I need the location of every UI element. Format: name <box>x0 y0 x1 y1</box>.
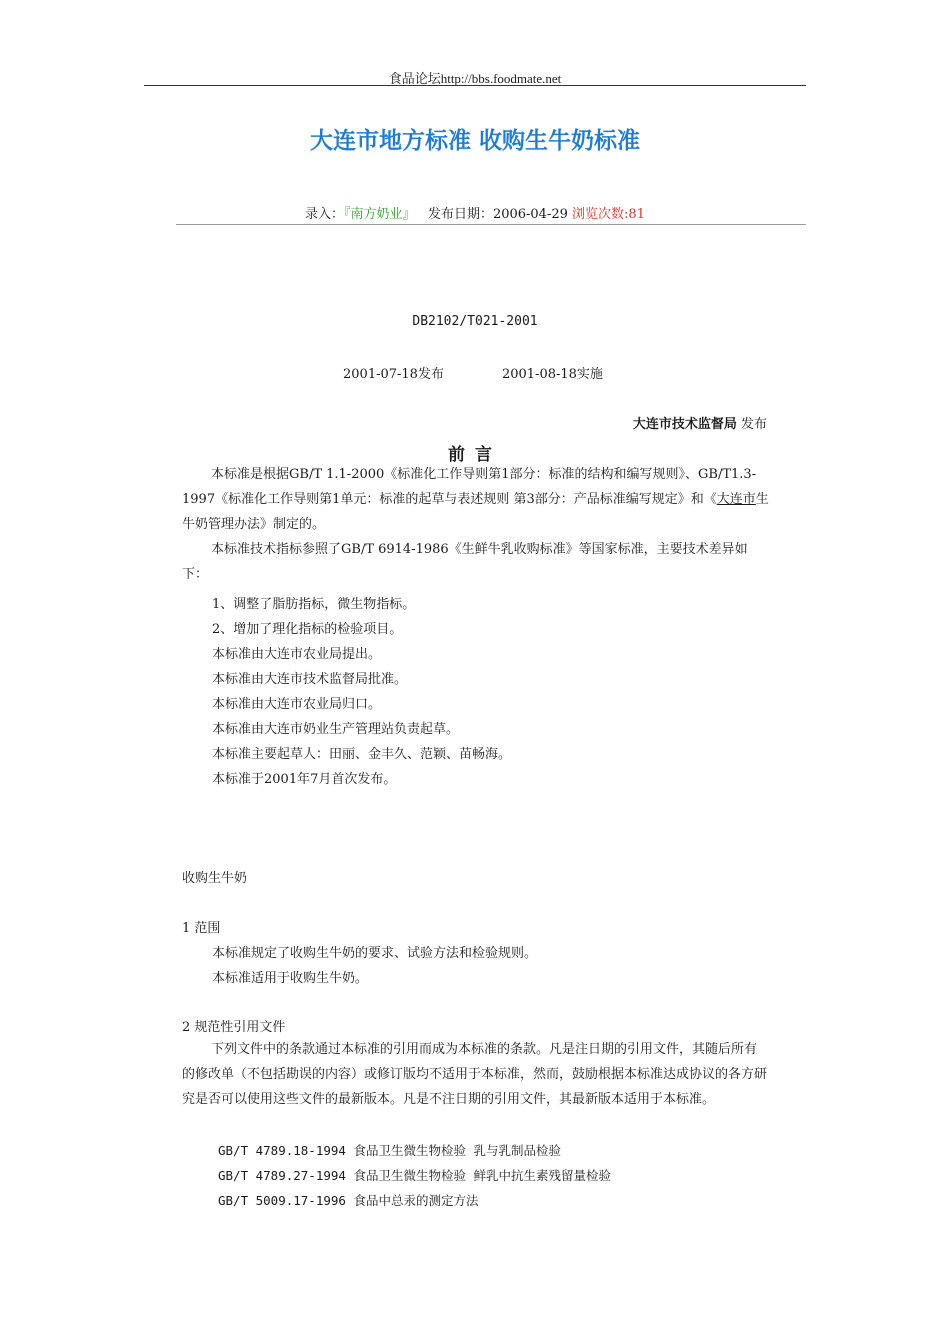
publisher-name: 大连市技术监督局 <box>632 417 737 432</box>
meta-rule <box>176 224 806 225</box>
preface-item: 2、增加了理化指标的检验项目。 <box>212 622 403 637</box>
scope-line: 本标准规定了收购生牛奶的要求、试验方法和检验规则。 <box>212 946 538 961</box>
preface-paragraph-1 <box>182 462 769 537</box>
entry-value[interactable]: 『南方奶业』 <box>344 207 416 222</box>
reference-item: GB/T 5009.17-1996 食品中总汞的测定方法 <box>218 1193 479 1208</box>
preface-para1-text-b: 生牛奶管理办法》制定的。 <box>182 492 769 532</box>
doc-title: 收购生牛奶 <box>182 871 248 886</box>
preface-title: 前言 <box>448 445 502 465</box>
preface-item: 本标准主要起草人：田丽、金丰久、范颖、苗畅海。 <box>212 747 512 762</box>
preface-item: 本标准由大连市农业局归口。 <box>212 697 382 712</box>
standard-dates <box>343 363 603 382</box>
preface-item: 本标准由大连市奶业生产管理站负责起草。 <box>212 722 460 737</box>
preface-item: 本标准于2001年7月首次发布。 <box>212 772 397 787</box>
publisher <box>633 413 767 432</box>
preface-item: 1、调整了脂肪指标，微生物指标。 <box>212 597 416 612</box>
section-heading-scope: 1 范围 <box>182 921 221 936</box>
preface-paragraph-2: 本标准技术指标参照了GB/T 6914-1986《生鲜牛乳收购标准》等国家标准，主要技术差异如下： <box>182 542 748 582</box>
references-paragraph: 下列文件中的条款通过本标准的引用而成为本标准的条款。凡是注日期的引用文件，其随后所有的修改单（不包括勘误的内容）或修订版均不适用于本标准，然而，鼓励根据本标准达成协议的各方研究是否可以使用这些文件的最新版本。凡是不注日期的引用文件，其最新版本适用于本标准。 <box>182 1042 768 1107</box>
reference-item: GB/T 4789.27-1994 食品卫生微生物检验 鲜乳中抗生素残留量检验 <box>218 1168 611 1183</box>
standard-code: DB2102/T021-2001 <box>412 314 538 329</box>
page-title: 大连市地方标准 收购生牛奶标准 <box>309 128 640 154</box>
publisher-suffix: 发布 <box>736 417 767 432</box>
reference-item: GB/T 4789.18-1994 食品卫生微生物检验 乳与乳制品检验 <box>218 1143 561 1158</box>
date-label: 发布日期：2006-04-29 <box>427 207 568 222</box>
meta-line <box>0 203 950 222</box>
effective-date: 2001-08-18实施 <box>501 367 603 382</box>
scope-line: 本标准适用于收购生牛奶。 <box>212 971 369 986</box>
preface-item: 本标准由大连市农业局提出。 <box>212 647 382 662</box>
preface-para1-link[interactable]: 大连市 <box>716 492 756 507</box>
release-date: 2001-07-18发布 <box>343 367 444 382</box>
header-site-text: 食品论坛http://bbs.foodmate.net <box>388 71 562 86</box>
section-heading-references: 2 规范性引用文件 <box>182 1020 286 1035</box>
preface-item: 本标准由大连市技术监督局批准。 <box>212 672 408 687</box>
view-count: 浏览次数:81 <box>572 207 645 222</box>
header-rule <box>144 85 806 86</box>
preface-para1-text-a: 本标准是根据GB/T 1.1-2000《标准化工作导则第1部分：标准的结构和编写规则》、GB/T1.3-1997《标准化工作导则第1单元：标准的起草与表述规则 第3部分：产品标准编写规定》和《 <box>182 467 757 507</box>
entry-label: 录入： <box>305 207 345 222</box>
